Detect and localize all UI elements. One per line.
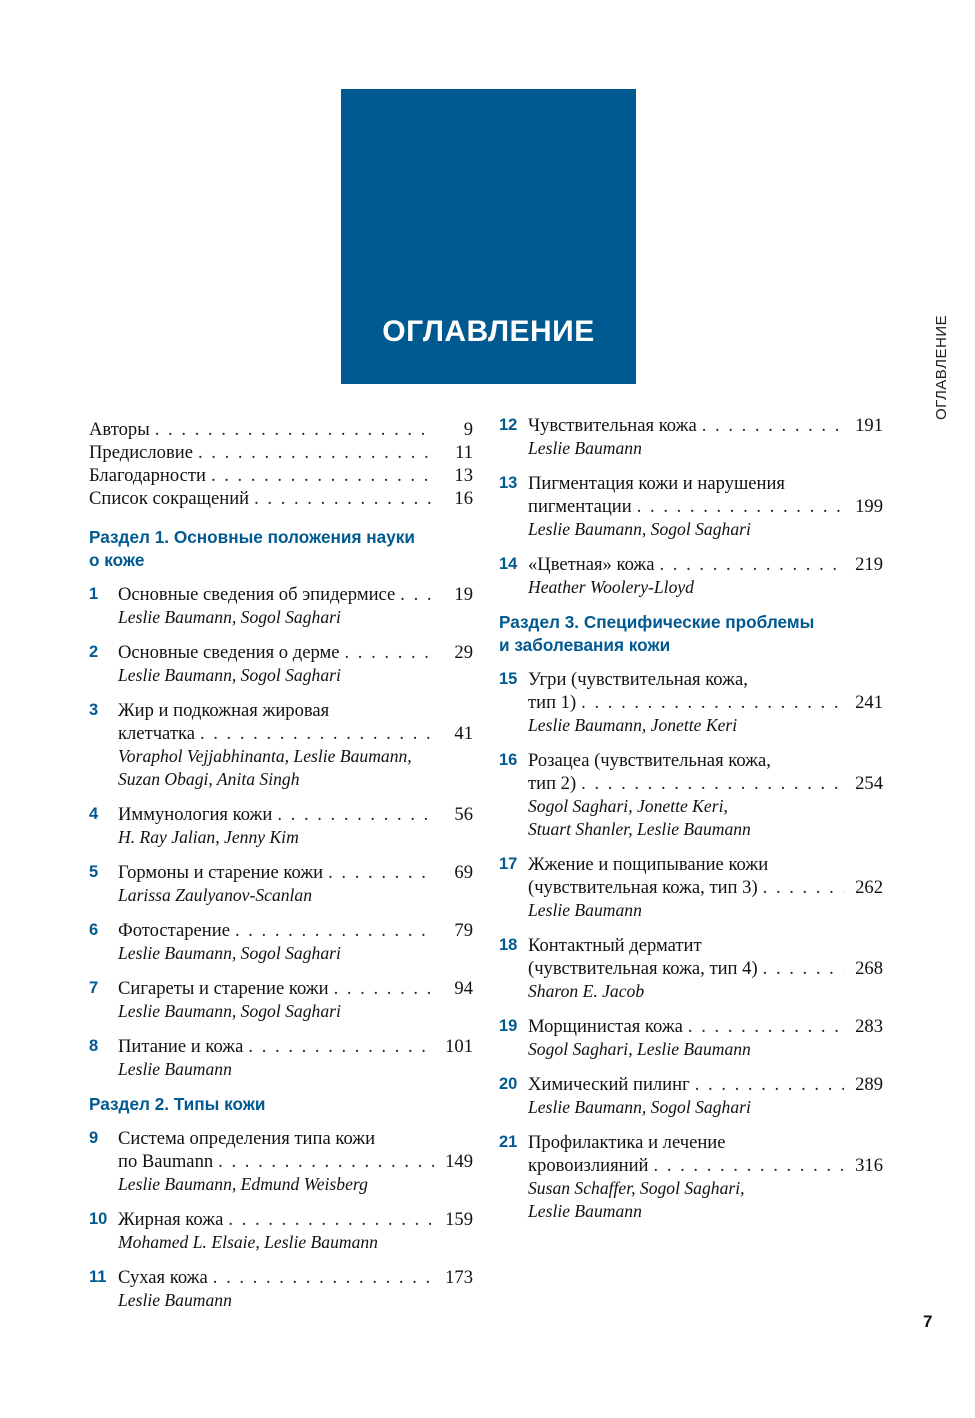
- chapter-title-row: [118, 977, 473, 1000]
- front-matter-item[interactable]: [89, 441, 473, 464]
- chapter-page: 268: [855, 958, 883, 979]
- leader-dots: [218, 1150, 434, 1173]
- leader-dots: [254, 487, 434, 510]
- chapter-list: [89, 583, 473, 1081]
- front-matter-item[interactable]: [89, 418, 473, 441]
- chapter-number: 6: [89, 921, 99, 939]
- chapter-body: [118, 919, 473, 965]
- chapter-number: 9: [89, 1129, 99, 1147]
- chapter-page: 19: [454, 584, 473, 605]
- chapter-page: 289: [855, 1074, 883, 1095]
- chapter-body: [118, 641, 473, 687]
- leader-dots: [654, 1154, 844, 1177]
- chapter-authors: Leslie Baumann, Sogol Saghari: [118, 607, 341, 627]
- chapter-title: (чувствительная кожа, тип 4): [528, 958, 758, 979]
- leader-dots: [228, 1208, 434, 1231]
- chapter-body: [528, 749, 883, 841]
- chapter-number: 7: [89, 979, 99, 997]
- chapter-page: 173: [445, 1267, 473, 1288]
- leader-dots: [695, 1073, 844, 1096]
- chapter-page: 316: [855, 1155, 883, 1176]
- chapter-title-line: Контактный дерматит: [528, 935, 702, 956]
- chapter-title-row: [528, 876, 883, 899]
- section-title-line: о коже: [89, 550, 145, 570]
- entry-page: 16: [454, 488, 473, 509]
- entry-label: Благодарности: [89, 465, 206, 486]
- chapter-authors: Leslie Baumann, Jonette Keri: [528, 715, 738, 735]
- chapter-number: 13: [499, 474, 518, 492]
- chapter-title-row: [528, 772, 883, 795]
- chapter-title-row: [118, 919, 473, 942]
- chapter-title: клетчатка: [118, 723, 195, 744]
- leader-dots: [400, 583, 434, 606]
- chapter-authors: H. Ray Jalian, Jenny Kim: [118, 827, 299, 847]
- chapter-number: 15: [499, 670, 518, 688]
- chapter-page: 149: [445, 1151, 473, 1172]
- chapter-title: Сухая кожа: [118, 1267, 208, 1288]
- chapter-body: [528, 414, 883, 460]
- leader-dots: [155, 418, 434, 441]
- chapter-entry[interactable]: [89, 1035, 473, 1081]
- chapter-title-line: Угри (чувствительная кожа,: [528, 669, 748, 690]
- chapter-authors: Leslie Baumann, Sogol Saghari: [118, 665, 341, 685]
- chapter-authors: Leslie Baumann: [118, 1290, 232, 1310]
- entry-label: Авторы: [89, 419, 150, 440]
- chapter-body: [118, 977, 473, 1023]
- chapter-entry[interactable]: [499, 1131, 883, 1223]
- chapter-title: Фотостарение: [118, 920, 230, 941]
- leader-dots: [345, 641, 435, 664]
- chapter-page: 29: [454, 642, 473, 663]
- chapter-body: [528, 934, 883, 1003]
- chapter-authors: Stuart Shanler, Leslie Baumann: [528, 819, 751, 839]
- chapter-authors: Larissa Zaulyanov-Scanlan: [118, 885, 313, 905]
- chapter-number: 19: [499, 1017, 518, 1035]
- chapter-list: [89, 1127, 473, 1312]
- chapter-authors: Mohamed L. Elsaie, Leslie Baumann: [118, 1232, 378, 1252]
- chapter-body: [528, 1131, 883, 1223]
- chapter-number: 17: [499, 855, 518, 873]
- chapter-title-row: [118, 1035, 473, 1058]
- chapter-title-row: [118, 1208, 473, 1231]
- chapter-page: 219: [855, 554, 883, 575]
- chapter-title: Жирная кожа: [118, 1209, 224, 1230]
- chapter-title: «Цветная» кожа: [528, 554, 655, 575]
- section-title-line: Раздел 2. Типы кожи: [89, 1094, 266, 1114]
- chapter-page: 159: [445, 1209, 473, 1230]
- chapter-authors: Leslie Baumann: [528, 900, 642, 920]
- chapter-title-line: Профилактика и лечение: [528, 1132, 726, 1153]
- chapter-authors: Leslie Baumann, Sogol Saghari: [118, 943, 341, 963]
- chapter-page: 254: [855, 773, 883, 794]
- chapter-authors: Leslie Baumann: [118, 1059, 232, 1079]
- leader-dots: [763, 876, 844, 899]
- chapter-entry[interactable]: [499, 414, 883, 460]
- chapter-title-row: [118, 1150, 473, 1173]
- chapter-title-line: Розацеа (чувствительная кожа,: [528, 750, 771, 771]
- chapter-body: [118, 1127, 473, 1196]
- chapter-title: Основные сведения об эпидермисе: [118, 584, 396, 605]
- chapter-title-row: [118, 803, 473, 826]
- chapter-title-line: Жжение и пощипывание кожи: [528, 854, 769, 875]
- leader-dots: [763, 957, 844, 980]
- chapter-page: 69: [454, 862, 473, 883]
- chapter-entry[interactable]: [89, 919, 473, 965]
- chapter-entry[interactable]: [89, 583, 473, 629]
- section-title-line: и заболевания кожи: [499, 635, 671, 655]
- chapter-entry[interactable]: [499, 668, 883, 737]
- chapter-entry[interactable]: [89, 1208, 473, 1254]
- leader-dots: [581, 772, 844, 795]
- chapter-authors: Susan Schaffer, Sogol Saghari,: [528, 1178, 745, 1198]
- chapter-number: 2: [89, 643, 99, 661]
- chapter-authors: Heather Woolery-Lloyd: [528, 577, 694, 597]
- chapter-title-row: [528, 1015, 883, 1038]
- chapter-entry[interactable]: [499, 1073, 883, 1119]
- chapter-title-row: [528, 414, 883, 437]
- leader-dots: [198, 441, 434, 464]
- chapter-title-row: [118, 722, 473, 745]
- section-heading: [89, 1093, 473, 1116]
- chapter-entry[interactable]: [89, 1266, 473, 1312]
- chapter-number: 20: [499, 1075, 518, 1093]
- chapter-page: 191: [855, 415, 883, 436]
- chapter-title: пигментации: [528, 496, 632, 517]
- entry-page: 11: [455, 442, 473, 463]
- chapter-body: [528, 472, 883, 541]
- leader-dots: [688, 1015, 844, 1038]
- entry-label: Список сокращений: [89, 488, 250, 509]
- chapter-title: Основные сведения о дерме: [118, 642, 340, 663]
- chapter-number: 5: [89, 863, 99, 881]
- toc-column-left: [89, 418, 473, 1324]
- chapter-body: [528, 1073, 883, 1119]
- chapter-page: 199: [855, 496, 883, 517]
- chapter-body: [118, 1266, 473, 1312]
- chapter-title-row: [118, 583, 473, 606]
- chapter-number: 8: [89, 1037, 99, 1055]
- chapter-authors: Sogol Saghari, Leslie Baumann: [528, 1039, 751, 1059]
- chapter-list: [499, 414, 883, 599]
- chapter-number: 16: [499, 751, 518, 769]
- chapter-body: [528, 1015, 883, 1061]
- chapter-title-line: Система определения типа кожи: [118, 1128, 376, 1149]
- chapter-page: 241: [855, 692, 883, 713]
- chapter-title: Чувствительная кожа: [528, 415, 697, 436]
- chapter-title: Гормоны и старение кожи: [118, 862, 324, 883]
- chapter-body: [118, 1035, 473, 1081]
- section-heading: [499, 611, 883, 657]
- chapter-page: 101: [445, 1036, 473, 1057]
- running-head: ОГЛАВЛЕНИЕ: [933, 314, 950, 420]
- chapter-body: [118, 1208, 473, 1254]
- chapter-title: тип 2): [528, 773, 577, 794]
- page-title: ОГЛАВЛЕНИЕ: [382, 315, 595, 348]
- chapter-number: 11: [89, 1268, 107, 1286]
- chapter-title-row: [118, 861, 473, 884]
- leader-dots: [235, 919, 434, 942]
- leader-dots: [200, 722, 434, 745]
- chapter-title-row: [528, 957, 883, 980]
- chapter-title: (чувствительная кожа, тип 3): [528, 877, 758, 898]
- chapter-entry[interactable]: [89, 1127, 473, 1196]
- chapter-body: [118, 699, 473, 791]
- page-number: 7: [923, 1312, 933, 1331]
- chapter-authors: Leslie Baumann, Sogol Saghari: [528, 519, 751, 539]
- chapter-authors: Suzan Obagi, Anita Singh: [118, 769, 300, 789]
- chapter-entry[interactable]: [499, 749, 883, 841]
- chapter-title: Питание и кожа: [118, 1036, 244, 1057]
- chapter-authors: Sharon E. Jacob: [528, 981, 645, 1001]
- leader-dots: [211, 464, 434, 487]
- leader-dots: [581, 691, 844, 714]
- chapter-page: 56: [454, 804, 473, 825]
- leader-dots: [248, 1035, 434, 1058]
- chapter-title-row: [528, 1154, 883, 1177]
- chapter-page: 41: [454, 723, 473, 744]
- chapter-authors: Leslie Baumann, Sogol Saghari: [528, 1097, 751, 1117]
- chapter-entry[interactable]: [499, 1015, 883, 1061]
- chapter-title-row: [118, 1266, 473, 1289]
- toc-column-right: [499, 414, 883, 1235]
- chapter-number: 10: [89, 1210, 108, 1228]
- chapter-title-row: [528, 1073, 883, 1096]
- chapter-body: [118, 583, 473, 629]
- chapter-authors: Leslie Baumann, Sogol Saghari: [118, 1001, 341, 1021]
- chapter-title-row: [528, 691, 883, 714]
- chapter-number: 21: [499, 1133, 518, 1151]
- chapter-body: [118, 861, 473, 907]
- leader-dots: [328, 861, 434, 884]
- chapter-entry[interactable]: [89, 861, 473, 907]
- leader-dots: [277, 803, 434, 826]
- chapter-entry[interactable]: [89, 977, 473, 1023]
- chapter-entry[interactable]: [499, 553, 883, 599]
- leader-dots: [702, 414, 844, 437]
- chapter-title: Сигареты и старение кожи: [118, 978, 329, 999]
- chapter-body: [528, 553, 883, 599]
- chapter-entry[interactable]: [499, 472, 883, 541]
- chapter-body: [528, 668, 883, 737]
- entry-page: 13: [454, 465, 473, 486]
- chapter-number: 3: [89, 701, 99, 719]
- section-heading: [89, 526, 473, 572]
- entry-label: Предисловие: [89, 442, 193, 463]
- chapter-title: Иммунология кожи: [118, 804, 273, 825]
- chapter-authors: Leslie Baumann: [528, 438, 642, 458]
- chapter-body: [528, 853, 883, 922]
- chapter-title: кровоизлияний: [528, 1155, 649, 1176]
- chapter-entry[interactable]: [89, 641, 473, 687]
- chapter-title: по Baumann: [118, 1151, 214, 1172]
- chapter-list: [499, 668, 883, 1223]
- chapter-entry[interactable]: [89, 803, 473, 849]
- chapter-page: 262: [855, 877, 883, 898]
- chapter-entry[interactable]: [499, 934, 883, 1003]
- chapter-number: 4: [89, 805, 99, 823]
- chapter-body: [118, 803, 473, 849]
- chapter-page: 94: [454, 978, 473, 999]
- chapter-number: 1: [89, 585, 99, 603]
- chapter-entry[interactable]: [89, 699, 473, 791]
- chapter-page: 283: [855, 1016, 883, 1037]
- leader-dots: [637, 495, 844, 518]
- chapter-title: Морщинистая кожа: [528, 1016, 683, 1037]
- section-title-line: Раздел 3. Специфические проблемы: [499, 612, 815, 632]
- leader-dots: [660, 553, 845, 576]
- chapter-title: тип 1): [528, 692, 577, 713]
- chapter-entry[interactable]: [499, 853, 883, 922]
- chapter-authors: Leslie Baumann: [528, 1201, 642, 1221]
- chapter-number: 18: [499, 936, 518, 954]
- chapter-title-row: [528, 495, 883, 518]
- front-matter-list: [89, 418, 473, 510]
- leader-dots: [334, 977, 434, 1000]
- chapter-title: Химический пилинг: [528, 1074, 690, 1095]
- chapter-title-row: [528, 553, 883, 576]
- chapter-number: 14: [499, 555, 518, 573]
- chapter-title-line: Пигментация кожи и нарушения: [528, 473, 785, 494]
- chapter-number: 12: [499, 416, 518, 434]
- front-matter-item[interactable]: [89, 487, 473, 510]
- chapter-authors: Leslie Baumann, Edmund Weisberg: [118, 1174, 368, 1194]
- chapter-authors: Voraphol Vejjabhinanta, Leslie Baumann,: [118, 746, 412, 766]
- front-matter-item[interactable]: [89, 464, 473, 487]
- chapter-authors: Sogol Saghari, Jonette Keri,: [528, 796, 728, 816]
- entry-page: 9: [463, 419, 473, 440]
- chapter-title-row: [118, 641, 473, 664]
- chapter-page: 79: [454, 920, 473, 941]
- leader-dots: [213, 1266, 434, 1289]
- chapter-title-line: Жир и подкожная жировая: [118, 700, 330, 721]
- section-title-line: Раздел 1. Основные положения науки: [89, 527, 415, 547]
